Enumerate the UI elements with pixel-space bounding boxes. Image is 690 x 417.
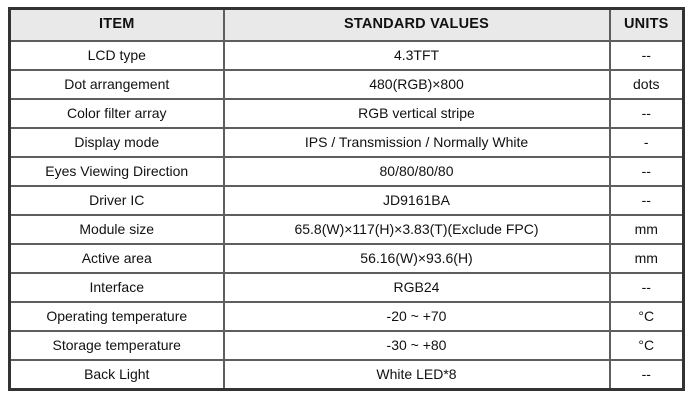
table-row	[10, 41, 684, 70]
units-cell: -	[610, 128, 684, 157]
column-header-units: UNITS	[610, 9, 684, 42]
units-cell: --	[610, 99, 684, 128]
table-row	[10, 302, 684, 331]
item-cell: Interface	[10, 273, 224, 302]
column-header-item: ITEM	[10, 9, 224, 42]
value-cell: 480(RGB)×800	[224, 70, 610, 99]
units-cell: dots	[610, 70, 684, 99]
units-cell: --	[610, 157, 684, 186]
header-row	[10, 9, 684, 42]
item-cell: Eyes Viewing Direction	[10, 157, 224, 186]
value-cell: -20 ~ +70	[224, 302, 610, 331]
value-cell: 56.16(W)×93.6(H)	[224, 244, 610, 273]
table-row	[10, 157, 684, 186]
value-cell: White LED*8	[224, 360, 610, 390]
value-cell: 4.3TFT	[224, 41, 610, 70]
table-row	[10, 273, 684, 302]
spec-table	[8, 7, 685, 391]
item-cell: Display mode	[10, 128, 224, 157]
table-row	[10, 331, 684, 360]
table-row	[10, 99, 684, 128]
item-cell: Back Light	[10, 360, 224, 390]
units-cell: mm	[610, 244, 684, 273]
item-cell: Operating temperature	[10, 302, 224, 331]
value-cell: RGB vertical stripe	[224, 99, 610, 128]
column-header-values: STANDARD VALUES	[224, 9, 610, 42]
value-cell: IPS / Transmission / Normally White	[224, 128, 610, 157]
units-cell: mm	[610, 215, 684, 244]
units-cell: °C	[610, 302, 684, 331]
table-row	[10, 128, 684, 157]
units-cell: °C	[610, 331, 684, 360]
value-cell: RGB24	[224, 273, 610, 302]
units-cell: --	[610, 41, 684, 70]
table-row	[10, 70, 684, 99]
item-cell: Storage temperature	[10, 331, 224, 360]
item-cell: LCD type	[10, 41, 224, 70]
table-row	[10, 360, 684, 390]
item-cell: Color filter array	[10, 99, 224, 128]
table-row	[10, 186, 684, 215]
value-cell: 80/80/80/80	[224, 157, 610, 186]
units-cell: --	[610, 273, 684, 302]
item-cell: Module size	[10, 215, 224, 244]
item-cell: Active area	[10, 244, 224, 273]
units-cell: --	[610, 186, 684, 215]
table-row	[10, 244, 684, 273]
units-cell: --	[610, 360, 684, 390]
value-cell: -30 ~ +80	[224, 331, 610, 360]
value-cell: JD9161BA	[224, 186, 610, 215]
item-cell: Driver IC	[10, 186, 224, 215]
table-row	[10, 215, 684, 244]
value-cell: 65.8(W)×117(H)×3.83(T)(Exclude FPC)	[224, 215, 610, 244]
item-cell: Dot arrangement	[10, 70, 224, 99]
